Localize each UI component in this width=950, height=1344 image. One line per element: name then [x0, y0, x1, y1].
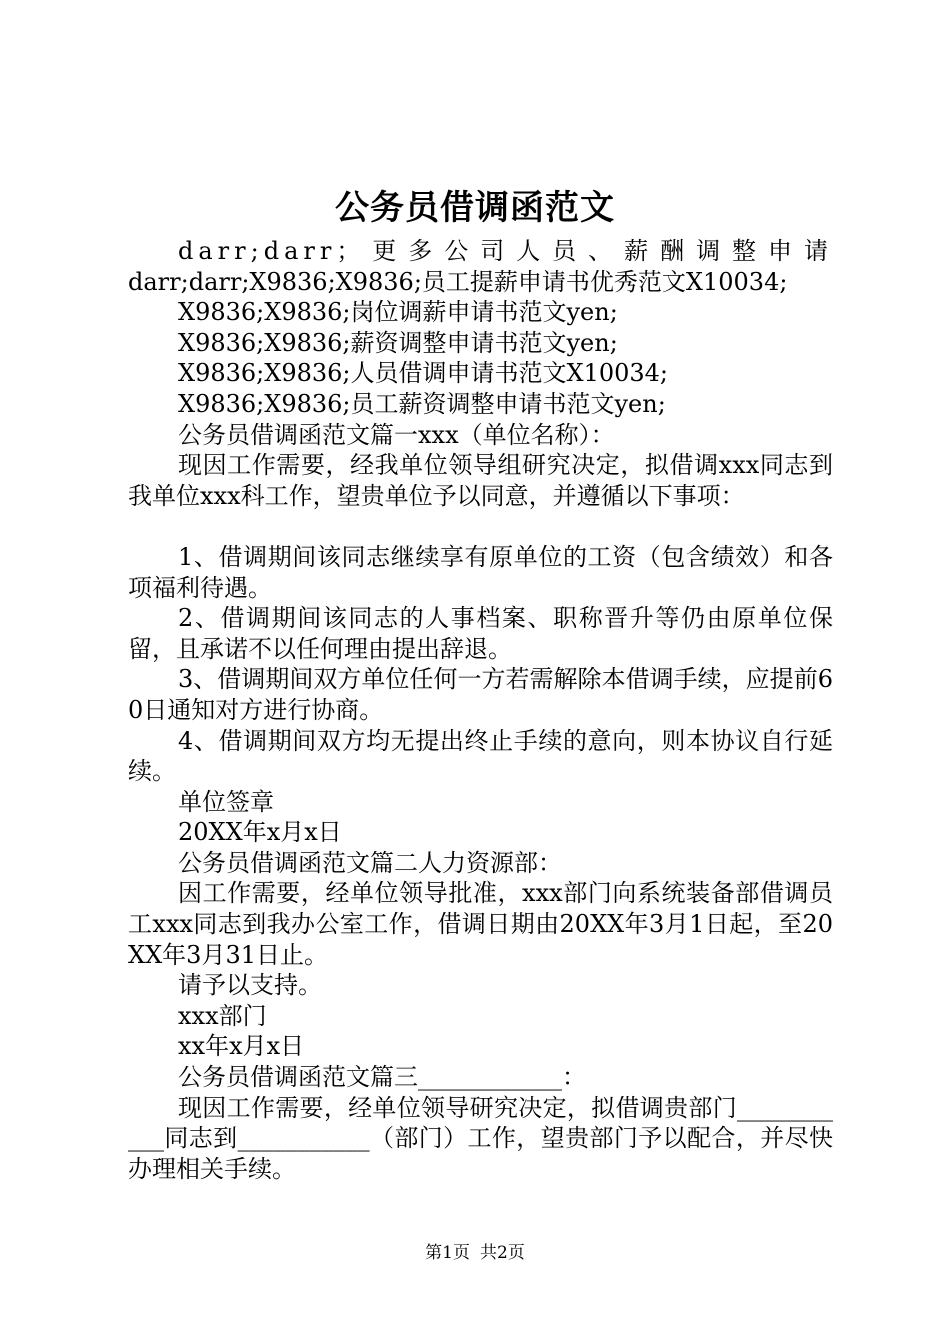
document-body [128, 236, 833, 1184]
signature-line: xxx部门 [178, 1001, 267, 1030]
related-link-item: X9836;X9836;岗位调薪申请书范文yen; [178, 298, 618, 327]
body-paragraph: 因工作需要，经单位领导批准，xxx部门向系统装备部借调员工xxx同志到我办公室工作，借调日期由20XX年3月1日起，至20XX年3月31日止。 [128, 879, 833, 969]
numbered-item: 4、借调期间双方均无提出终止手续的意向，则本协议自行延续。 [128, 726, 833, 786]
section-heading: 公务员借调函范文篇三____________： [178, 1063, 586, 1092]
related-links-heading: darr;darr；更多公司人员、薪酬调整申请 [178, 237, 833, 265]
related-link-item: X9836;X9836;薪资调整申请书范文yen; [178, 328, 618, 357]
date-line: xx年x月x日 [178, 1032, 305, 1061]
related-link-item: X9836;X9836;人员借调申请书范文X10034; [178, 359, 669, 388]
section-heading: 公务员借调函范文篇二人力资源部： [178, 848, 562, 877]
date-line: 20XX年x月x日 [178, 818, 342, 847]
body-paragraph: 现因工作需要，经单位领导研究决定，拟借调贵部门___________同志到___________（部门）工作，望贵部门予以配合，并尽快办理相关手续。 [128, 1093, 833, 1183]
closing-line: 请予以支持。 [178, 971, 322, 1000]
page-number: 第1页 [425, 1243, 470, 1263]
numbered-item: 3、借调期间双方单位任何一方若需解除本借调手续，应提前60日通知对方进行协商。 [128, 665, 833, 724]
signature-line: 单位签章 [178, 787, 274, 816]
body-paragraph: 现因工作需要，经我单位领导组研究决定，拟借调xxx同志到我单位xxx科工作，望贵单位予以同意，并遵循以下事项： [128, 451, 833, 510]
numbered-item: 1、借调期间该同志继续享有原单位的工资（包含绩效）和各项福利待遇。 [128, 542, 833, 602]
numbered-item: 2、借调期间该同志的人事档案、职称晋升等仍由原单位保留，且承诺不以任何理由提出辞退。 [128, 604, 833, 663]
related-link-item: darr;darr;X9836;X9836;员工提薪申请书优秀范文X10034; [128, 267, 788, 296]
document-title: 公务员借调函范文 [335, 188, 615, 228]
paragraph-spacer [128, 511, 833, 542]
page-total: 共2页 [480, 1243, 525, 1263]
page-footer [0, 1241, 950, 1265]
section-heading: 公务员借调函范文篇一xxx（单位名称）： [178, 420, 615, 449]
related-link-item: X9836;X9836;员工薪资调整申请书范文yen; [178, 389, 666, 418]
